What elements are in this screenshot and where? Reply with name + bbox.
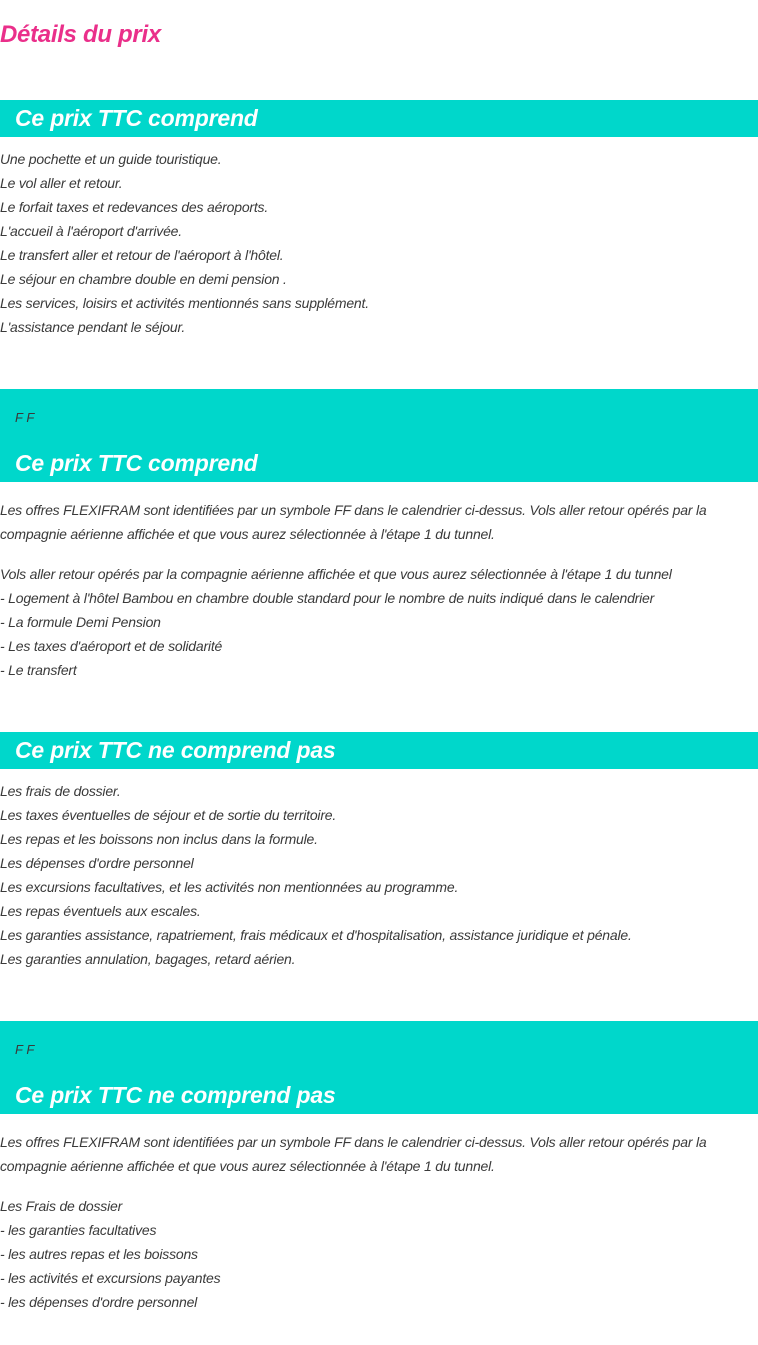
list-item: Les services, loisirs et activités mentionnés sans supplément. bbox=[0, 295, 369, 311]
flexifram-included-list bbox=[0, 562, 758, 682]
list-item: Le vol aller et retour. bbox=[0, 175, 123, 191]
flexifram-intro: Les offres FLEXIFRAM sont identifiées par un symbole FF dans le calendrier ci-dessus. Vols aller retour opérés par la compagnie aérienne affichée et que vous aurez sélectionnée à l'étape 1 du tunnel. bbox=[0, 1134, 707, 1174]
list-item: Les garanties assistance, rapatriement, frais médicaux et d'hospitalisation, assistance juridique et pénale. bbox=[0, 927, 632, 943]
section-title: Ce prix TTC comprend bbox=[15, 105, 258, 131]
flexifram-not-included-section bbox=[0, 1021, 758, 1314]
flexifram-intro: Les offres FLEXIFRAM sont identifiées par un symbole FF dans le calendrier ci-dessus. Vols aller retour opérés par la compagnie aérienne affichée et que vous aurez sélectionnée à l'étape 1 du tunnel. bbox=[0, 502, 707, 542]
ff-tag: F F bbox=[15, 1042, 35, 1057]
list-item: Les repas et les boissons non inclus dans la formule. bbox=[0, 831, 318, 847]
section-title: Ce prix TTC ne comprend pas bbox=[15, 1082, 336, 1108]
list-item: - Le transfert bbox=[0, 662, 77, 678]
list-item: L'accueil à l'aéroport d'arrivée. bbox=[0, 223, 182, 239]
list-item: Les garanties annulation, bagages, retard aérien. bbox=[0, 951, 296, 967]
list-item: L'assistance pendant le séjour. bbox=[0, 319, 186, 335]
section-title: Ce prix TTC comprend bbox=[15, 450, 258, 476]
list-item: Les excursions facultatives, et les activités non mentionnées au programme. bbox=[0, 879, 459, 895]
ff-tag: F F bbox=[15, 410, 35, 425]
list-item: - La formule Demi Pension bbox=[0, 614, 161, 630]
list-item: Les repas éventuels aux escales. bbox=[0, 903, 201, 919]
list-item: Les frais de dossier. bbox=[0, 783, 121, 799]
list-item: - les activités et excursions payantes bbox=[0, 1270, 221, 1286]
list-item: - Logement à l'hôtel Bambou en chambre double standard pour le nombre de nuits indiqué dans le calendrier bbox=[0, 590, 655, 606]
list-item: - les autres repas et les boissons bbox=[0, 1246, 198, 1262]
list-item: Une pochette et un guide touristique. bbox=[0, 151, 222, 167]
list-item: Les dépenses d'ordre personnel bbox=[0, 855, 194, 871]
list-item: Vols aller retour opérés par la compagnie aérienne affichée et que vous aurez sélectionnée à l'étape 1 du tunnel bbox=[0, 566, 672, 582]
not-included-list bbox=[0, 779, 758, 971]
list-item: - Les taxes d'aéroport et de solidarité bbox=[0, 638, 223, 654]
list-item: Les Frais de dossier bbox=[0, 1198, 123, 1214]
list-item: Le séjour en chambre double en demi pension . bbox=[0, 271, 287, 287]
section-header bbox=[0, 100, 758, 137]
list-item: Le transfert aller et retour de l'aéroport à l'hôtel. bbox=[0, 247, 284, 263]
section-header bbox=[0, 389, 758, 482]
section-header bbox=[0, 732, 758, 769]
section-header bbox=[0, 1021, 758, 1114]
not-included-section bbox=[0, 732, 758, 971]
list-item: Les taxes éventuelles de séjour et de sortie du territoire. bbox=[0, 807, 337, 823]
page-title: Détails du prix bbox=[0, 21, 161, 48]
flexifram-not-included-list bbox=[0, 1194, 758, 1314]
included-section bbox=[0, 100, 758, 339]
list-item: - les garanties facultatives bbox=[0, 1222, 157, 1238]
included-list bbox=[0, 147, 758, 339]
section-title: Ce prix TTC ne comprend pas bbox=[15, 737, 336, 763]
flexifram-included-section bbox=[0, 389, 758, 682]
list-item: - les dépenses d'ordre personnel bbox=[0, 1294, 198, 1310]
list-item: Le forfait taxes et redevances des aéroports. bbox=[0, 199, 269, 215]
